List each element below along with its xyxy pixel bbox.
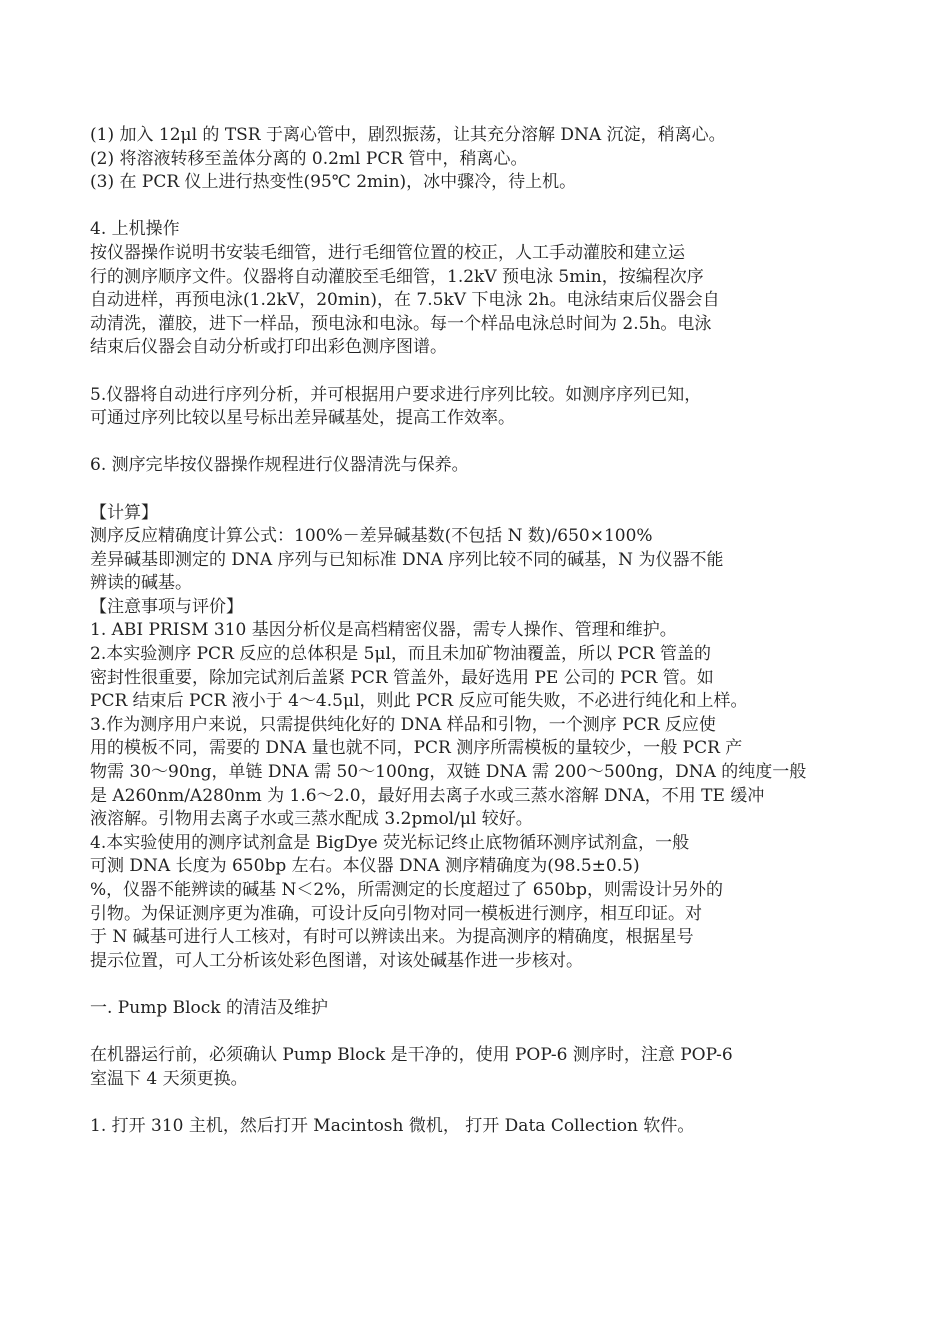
notes-line: 可测 DNA 长度为 650bp 左右。本仪器 DNA 测序精确度为(98.5±0.5): [90, 856, 640, 877]
notes-line: %，仪器不能辨读的碱基 N＜2%，所需测定的长度超过了 650bp，则需设计另外的: [90, 880, 724, 900]
section5-line: 5.仪器将自动进行序列分析，并可根据用户要求进行序列比较。如测序序列已知，: [90, 384, 702, 405]
spacer: [90, 1091, 870, 1115]
section4-line: 按仪器操作说明书安装毛细管，进行毛细管位置的校正，人工手动灌胶和建立运: [90, 242, 685, 263]
notes-line: 引物。为保证测序更为准确，可设计反向引物对同一模板进行测序，相互印证。对: [90, 903, 702, 924]
notes-line: 用的模板不同，需要的 DNA 量也就不同，PCR 测序所需模板的量较少，一般 PCR 产: [90, 738, 743, 759]
document-page: [90, 124, 870, 1139]
section4-line: 行的测序顺序文件。仪器将自动灌胶至毛细管，1.2kV 预电泳 5min，按编程次序: [90, 266, 704, 287]
notes-line: 物需 30～90ng，单链 DNA 需 50～100ng，双链 DNA 需 200～500ng，DNA 的纯度一般: [90, 762, 807, 783]
notes-line: 密封性很重要，除加完试剂后盖紧 PCR 管盖外，最好选用 PE 公司的 PCR 管。如: [90, 667, 714, 688]
section4-heading: 4. 上机操作: [90, 219, 180, 240]
spacer: [90, 195, 870, 219]
spacer: [90, 1021, 870, 1045]
step-3: (3) 在 PCR 仪上进行热变性(95℃ 2min)，冰中骤冷，待上机。: [90, 172, 577, 193]
pump-block-heading: 一. Pump Block 的清洁及维护: [90, 997, 328, 1018]
spacer: [90, 360, 870, 384]
notes-line: 1. ABI PRISM 310 基因分析仪是高档精密仪器，需专人操作、管理和维护。: [90, 620, 677, 641]
step-1: (1) 加入 12μl 的 TSR 于离心管中，剧烈振荡，让其充分溶解 DNA 沉淀，稍离心。: [90, 125, 726, 145]
notes-heading: 【注意事项与评价】: [90, 596, 243, 617]
pump-block-intro: 在机器运行前，必须确认 Pump Block 是干净的，使用 POP-6 测序时，注意 POP-6: [90, 1045, 733, 1066]
calculation-line: 测序反应精确度计算公式：100%－差异碱基数(不包括 N 数)/650×100%: [90, 526, 653, 547]
notes-line: 2.本实验测序 PCR 反应的总体积是 5μl，而且未加矿物油覆盖，所以 PCR 管盖的: [90, 644, 712, 665]
notes-line: PCR 结束后 PCR 液小于 4～4.5μl，则此 PCR 反应可能失败，不必进行纯化和上样。: [90, 691, 748, 712]
notes-line: 是 A260nm/A280nm 为 1.6～2.0，最好用去离子水或三蒸水溶解 DNA，不用 TE 缓冲: [90, 785, 765, 806]
section4-line: 自动进样，再预电泳(1.2kV，20min)，在 7.5kV 下电泳 2h。电泳结束后仪器会自: [90, 290, 720, 311]
notes-line: 提示位置，可人工分析该处彩色图谱，对该处碱基作进一步核对。: [90, 950, 583, 971]
section4-line: 结束后仪器会自动分析或打印出彩色测序图谱。: [90, 337, 447, 358]
notes-line: 3.作为测序用户来说，只需提供纯化好的 DNA 样品和引物，一个测序 PCR 反应使: [90, 714, 716, 735]
calculation-line: 辨读的碱基。: [90, 573, 192, 594]
notes-line: 4.本实验使用的测序试剂盒是 BigDye 荧光标记终止底物循环测序试剂盒，一般: [90, 832, 690, 853]
calculation-line: 差异碱基即测定的 DNA 序列与已知标准 DNA 序列比较不同的碱基，N 为仪器不能: [90, 549, 724, 570]
pump-block-step-1: 1. 打开 310 主机，然后打开 Macintosh 微机， 打开 Data Collection 软件。: [90, 1115, 695, 1136]
section5-line: 可通过序列比较以星号标出差异碱基处，提高工作效率。: [90, 408, 515, 429]
spacer: [90, 431, 870, 455]
spacer: [90, 973, 870, 997]
spacer: [90, 478, 870, 502]
pump-block-intro: 室温下 4 天须更换。: [90, 1068, 248, 1089]
section4-line: 动清洗，灌胶，进下一样品，预电泳和电泳。每一个样品电泳总时间为 2.5h。电泳: [90, 313, 712, 334]
section6-line: 6. 测序完毕按仪器操作规程进行仪器清洗与保养。: [90, 455, 469, 476]
notes-line: 于 N 碱基可进行人工核对，有时可以辨读出来。为提高测序的精确度，根据星号: [90, 927, 694, 948]
step-2: (2) 将溶液转移至盖体分离的 0.2ml PCR 管中，稍离心。: [90, 148, 528, 169]
notes-line: 液溶解。引物用去离子水或三蒸水配成 3.2pmol/μl 较好。: [90, 809, 533, 830]
calculation-heading: 【计算】: [90, 502, 158, 523]
